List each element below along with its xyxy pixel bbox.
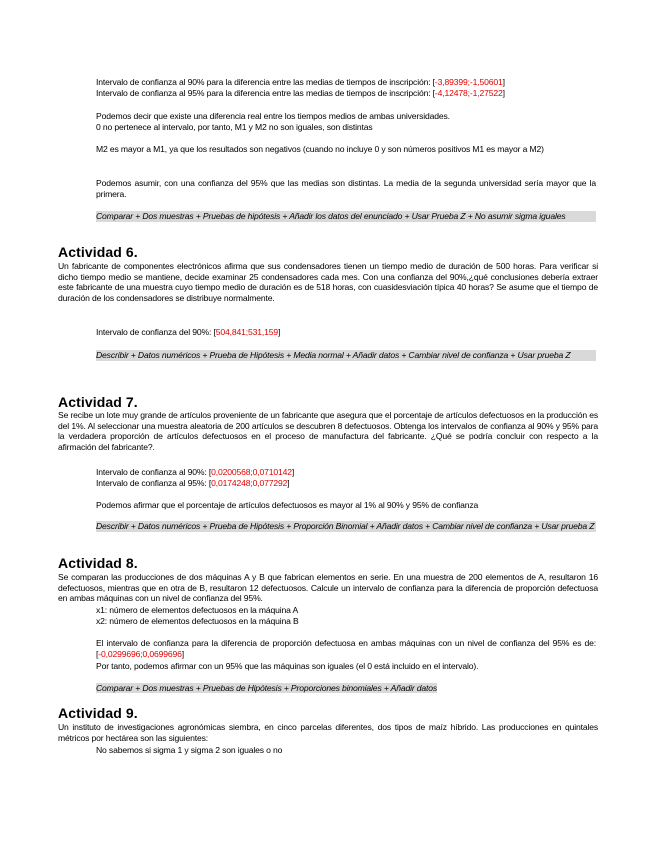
act8-conclusion: Por tanto, podemos afirmar con un 95% que las máquinas son iguales (el 0 está incluido en el intervalo). [96, 661, 479, 671]
paragraph-m2-greater: M2 es mayor a M1, ya que los resultados son negativos (cuando no incluye 0 y son números positivos M1 es mayor a M2) [96, 144, 544, 154]
paragraph-assume: Podemos asumir, con una confianza del 95% que las medias son distintas. La media de la segunda universidad sería mayor que la primera. [96, 178, 596, 199]
act7-body: Se recibe un lote muy grande de artículos proveniente de un fabricante que asegura que el porcentaje de artículos defectuosos en la producción es del 1%. Al seleccionar una muestra aleatoria de 200 artículos se descubren 8 defectuosos. Obtenga los intervalos de confianza al 90% y 95% para la verdadera proporción de artículos defectuosos en el proceso de manufactura del fabricante. ¿Qué se podría concluir con respecto a la afirmación del fabricante?. [58, 410, 598, 452]
ci90-value: -3,89399;-1,50601 [434, 77, 503, 87]
act6-instructions: Describir + Datos numéricos + Prueba de Hipótesis + Media normal + Añadir datos + Cambiar nivel de confianza + Usar prueba Z [96, 350, 596, 361]
act7-conclusion: Podemos afirmar que el porcentaje de artículos defectuosos es mayor al 1% al 90% y 95% de confianza [96, 500, 479, 510]
ci90-line: Intervalo de confianza al 90% para la diferencia entre las medias de tiempos de inscripción: [-3,89399;-1,50601] [96, 77, 505, 87]
ci-block-top [96, 77, 596, 98]
act6-body: Un fabricante de componentes electrónicos afirma que sus condensadores tienen un tiempo medio de duración de 500 horas. Para verificar si dicho tiempo medio se mantiene, decide examinar 25 condensadores cada mes. Con una confianza del 90%,¿qué conclusiones debería extraer este fabricante de una muestra cuyo tiempo medio de duración es de 518 horas, con cuasidesviación típica 40 horas? Se asume que el tiempo de duración de los condensadores se distribuye normalmente. [58, 261, 598, 303]
act8-variables: x1: número de elementos defectuosos en la máquina A x2: número de elementos defectuosos en la máquina B [96, 605, 299, 626]
act7-ci90-line: Intervalo de confianza al 90%: [0,0200568;0,0710142] [96, 467, 295, 477]
act7-ci95-value: 0,0174248;0,077292 [211, 477, 288, 488]
act7-ci90-value: 0,0200568;0,0710142 [211, 467, 292, 477]
ci95-value: -4,12478;-1,27522 [434, 87, 503, 98]
act8-ci-value: -0,0299696;0,0699696 [98, 648, 182, 659]
heading-actividad-8: Actividad 8. [58, 555, 138, 571]
act7-ci-block [96, 467, 596, 488]
act6-ci-value: 504,841;531,159 [215, 327, 279, 337]
heading-actividad-6: Actividad 6. [58, 244, 138, 260]
heading-actividad-7: Actividad 7. [58, 394, 138, 410]
act9-note: No sabemos si sigma 1 y sigma 2 son iguales o no [96, 745, 283, 755]
act8-instructions: Comparar + Dos muestras + Pruebas de Hipótesis + Proporciones binomiales + Añadir datos [96, 683, 438, 693]
act8-body: Se comparan las producciones de dos máquinas A y B que fabrican elementos en serie. En una muestra de 200 elementos de A, resultaron 16 defectuosos, mientras que en otra de B, resultaron 12 defectuosos. Calcule un intervalo de confianza para la diferencia de proporción defectuosa en ambas máquinas con un nivel de confianza del 95%. [58, 572, 598, 604]
act7-instructions: Describir + Datos numéricos + Prueba de Hipótesis + Proporción Binomial + Añadir datos + Cambiar nivel de confianza + Usar prueba Z [96, 521, 595, 531]
act7-ci95-line: Intervalo de confianza al 95%: [0,0174248;0,077292] [96, 477, 290, 488]
heading-actividad-9: Actividad 9. [58, 705, 138, 721]
paragraph-difference: Podemos decir que existe una diferencia real entre los tiempos medios de ambas universidades. 0 no pertenece al intervalo, por tanto, M1 y M2 no son iguales, son distintas [96, 111, 450, 132]
instructions-top: Comparar + Dos muestras + Pruebas de hipótesis + Añadir los datos del enunciado + Usar Prueba Z + No asumir sigma iguales [96, 211, 596, 222]
act9-body: Un instituto de investigaciones agronómicas siembra, en cinco parcelas diferentes, dos tipos de maíz híbrido. Las producciones en quintales métricos por hectárea son las siguientes: [58, 722, 598, 743]
ci95-line: Intervalo de confianza al 95% para la diferencia entre las medias de tiempos de inscripción: [-4,12478;-1,27522] [96, 87, 505, 98]
act6-ci-line: Intervalo de confianza del 90%: [504,841;531,159] [96, 327, 281, 337]
act8-ci-paragraph: El intervalo de confianza para la diferencia de proporción defectuosa en ambas máquinas con un nivel de confianza del 95% es de: [-0,0299696;0,0699696] [96, 638, 596, 659]
